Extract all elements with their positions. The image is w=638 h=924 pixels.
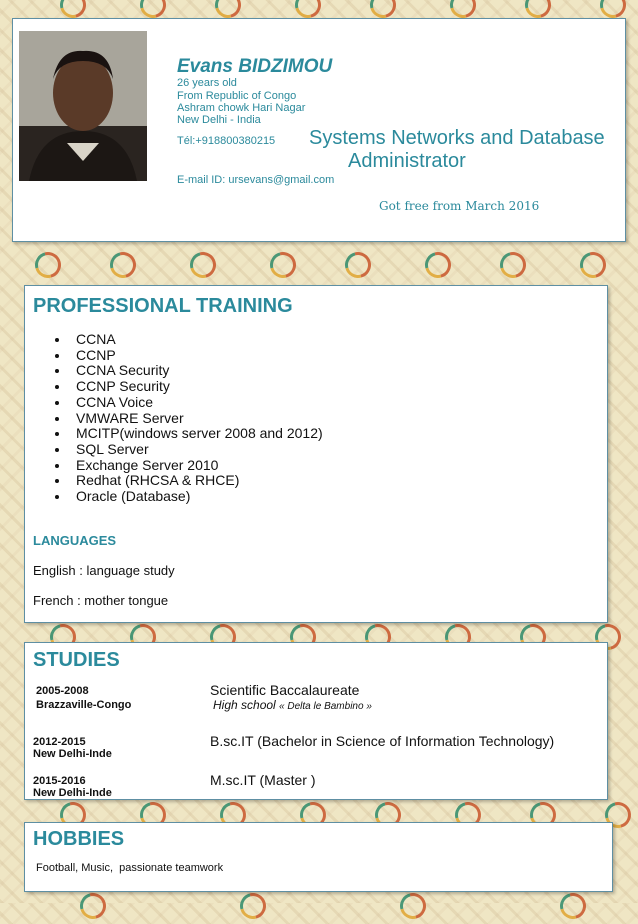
list-item: • Oracle (Database) (70, 489, 323, 505)
list-item: • CCNP Security (70, 379, 323, 395)
header-card (12, 18, 626, 242)
pattern-band-3 (0, 802, 638, 820)
studies-card (24, 642, 608, 800)
list-item: • MCITP(windows server 2008 and 2012) (70, 426, 323, 442)
phone: Tél:+918800380215 (177, 135, 276, 147)
address-line-2: New Delhi - India (177, 114, 261, 126)
study-1-school-quote: « Delta le Bambino » (279, 701, 372, 712)
study-1-degree: Scientific Baccalaureate (210, 682, 360, 698)
study-1-detail (213, 698, 372, 712)
list-item: • CCNA Security (70, 363, 323, 379)
language-french: French : mother tongue (33, 593, 169, 608)
study-2-years: 2012-2015 (33, 736, 86, 748)
study-3-degree: M.sc.IT (Master ) (210, 772, 316, 788)
study-1-place: Brazzaville-Congo (36, 699, 132, 711)
list-item: • CCNA Voice (70, 395, 323, 411)
study-1-years: 2005-2008 (36, 685, 89, 697)
address-line-1: Ashram chowk Hari Nagar (177, 102, 306, 114)
hobbies-title: HOBBIES (33, 828, 125, 850)
origin: From Republic of Congo (177, 90, 297, 102)
list-item: • VMWARE Server (70, 411, 323, 427)
email: E-mail ID: ursevans@gmail.com (177, 174, 335, 186)
list-item: • CCNA (70, 332, 323, 348)
training-title: PROFESSIONAL TRAINING (33, 295, 293, 317)
study-1-school: High school (213, 698, 276, 712)
pattern-bottom (0, 893, 638, 903)
list-item: • SQL Server (70, 442, 323, 458)
list-item: • Redhat (RHCSA & RHCE) (70, 473, 323, 489)
study-2-degree: B.sc.IT (Bachelor in Science of Information Technology) (210, 733, 555, 749)
study-3-place: New Delhi-Inde (33, 787, 112, 799)
training-card (24, 285, 608, 623)
languages-title: LANGUAGES (33, 533, 117, 548)
language-english: English : language study (33, 563, 175, 578)
training-list (25, 332, 323, 505)
list-item: • Exchange Server 2010 (70, 458, 323, 474)
pattern-band-2 (0, 624, 638, 642)
age: 26 years old (177, 77, 237, 89)
job-title-line-2: Administrator (348, 150, 466, 172)
list-item: • CCNP (70, 348, 323, 364)
studies-title: STUDIES (33, 649, 120, 671)
profile-photo (19, 31, 147, 181)
hobbies-text: Football, Music, passionate teamwork (36, 862, 224, 874)
job-title-line-1: Systems Networks and Database (309, 127, 605, 149)
study-3-years: 2015-2016 (33, 775, 86, 787)
candidate-name: Evans BIDZIMOU (177, 56, 333, 77)
hobbies-card (24, 822, 613, 892)
study-2-place: New Delhi-Inde (33, 748, 112, 760)
pattern-band-1 (0, 244, 638, 284)
availability: Got free from March 2016 (379, 199, 540, 213)
